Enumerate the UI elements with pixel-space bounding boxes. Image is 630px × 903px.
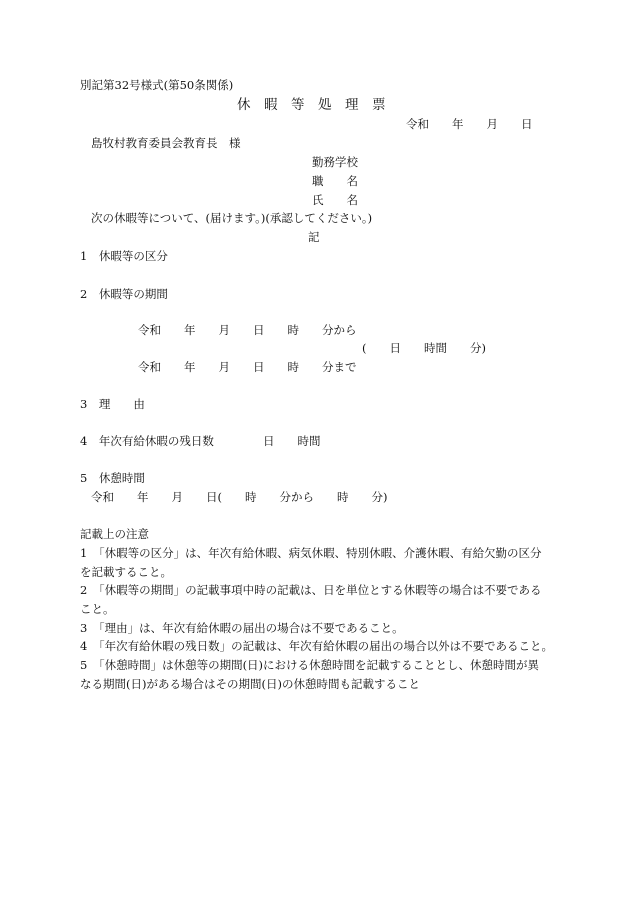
period-to: 令和 年 月 日 時 分まで: [138, 360, 357, 374]
note-line: 5 「休憩時間」は休憩等の期間(日)における休憩時間を記載することとし、休憩時間が異: [80, 658, 540, 672]
period-total: ( 日 時間 分): [362, 341, 486, 355]
break-time-line: 令和 年 月 日( 時 分から 時 分): [91, 490, 388, 504]
section-remaining-days: 4 年次有給休暇の残日数: [80, 434, 214, 448]
note-line: を記載すること。: [80, 565, 172, 579]
note-line: なる期間(日)がある場合はその期間(日)の休憩時間も記載すること: [80, 677, 420, 691]
request-text: 次の休暇等について、(届けます。)(承認してください。): [91, 211, 373, 225]
section-break-time: 5 休憩時間: [80, 471, 145, 485]
document-title: 休 暇 等 処 理 票: [237, 97, 386, 113]
note-line: 1 「休暇等の区分」は、年次有給休暇、病気休暇、特別休暇、介護休暇、有給欠勤の区分: [80, 546, 542, 560]
section-reason: 3 理 由: [80, 397, 145, 411]
note-line: 4 「年次有給休暇の残日数」の記載は、年次有給休暇の届出の場合以外は不要であること。: [80, 639, 554, 653]
notes-heading: 記載上の注意: [80, 527, 149, 541]
applicant-name-label: 氏 名: [312, 193, 358, 207]
note-line: 2 「休暇等の期間」の記載事項中時の記載は、日を単位とする休暇等の場合は不要である: [80, 583, 542, 597]
applicant-position-label: 職 名: [312, 174, 358, 188]
form-number: 別記第32号様式(第50条関係): [80, 78, 234, 92]
note-line: こと。: [80, 602, 115, 616]
date-line: 令和 年 月 日: [406, 117, 533, 131]
ki-marker: 記: [308, 230, 320, 244]
note-line: 3 「理由」は、年次有給休暇の届出の場合は不要であること。: [80, 621, 404, 635]
section-leave-type: 1 休暇等の区分: [80, 249, 168, 263]
addressee: 島牧村教育委員会教育長 様: [91, 136, 241, 150]
remaining-days-values: 日 時間: [263, 434, 321, 448]
period-from: 令和 年 月 日 時 分から: [138, 323, 357, 337]
section-leave-period: 2 休暇等の期間: [80, 287, 168, 301]
applicant-school-label: 勤務学校: [312, 155, 358, 169]
